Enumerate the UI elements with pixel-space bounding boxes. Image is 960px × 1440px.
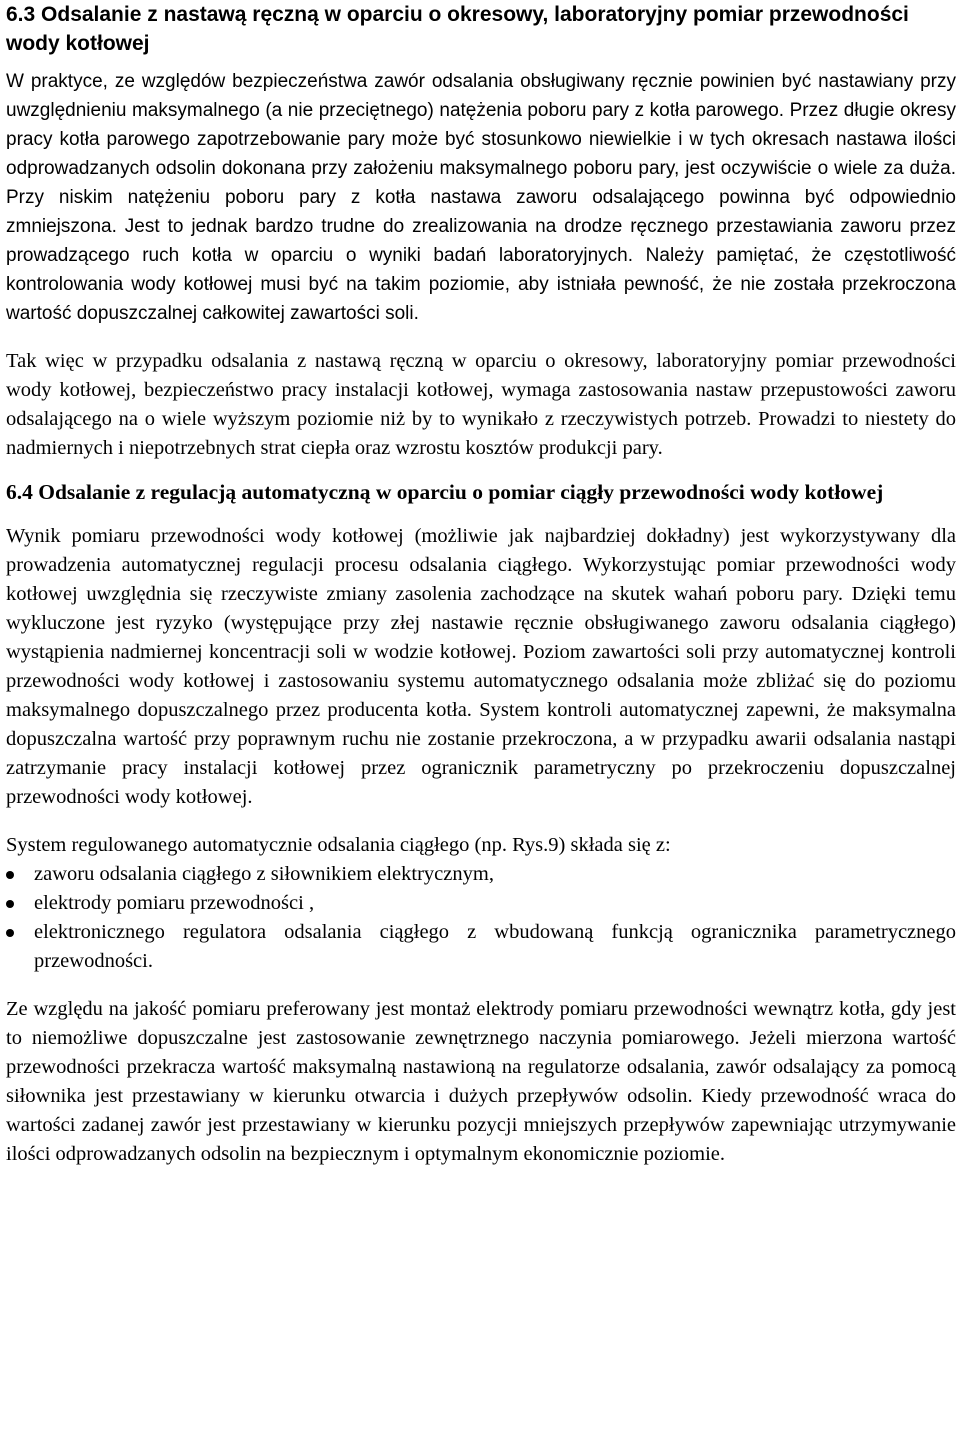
- list-item-text: zaworu odsalania ciągłego z siłownikiem elektrycznym,: [34, 863, 494, 885]
- section-6-3-paragraph-1: W praktyce, ze względów bezpieczeństwa zawór odsalania obsługiwany ręcznie powinien być nastawiany przy uwzględnieniu maksymalnego (a nie przeciętnego) natężenia poboru pary z kotła parowego. Przez długie okresy pracy kotła parowego zapotrzebowanie pary może być stosunkowo niewielkie i w tych okresach nastawa ilości odprowadzanych odsolin dokonana przy założeniu maksymalnego poboru pary, jest oczywiście o wiele za duża. Przy niskim natężeniu poboru pary z kotła nastawa zaworu odsalającego powinna być odpowiednio zmniejszona. Jest to jednak bardzo trudne do zrealizowania na drodze ręcznego przestawiania zaworu przez prowadzącego ruch kotła w oparciu o wyniki badań laboratoryjnych. Należy pamiętać, że częstotliwość kontrolowania wody kotłowej musi być na takim poziomie, aby istniała pewność, że nie została przekroczona wartość dopuszczalnej całkowitej zawartości soli.: [6, 71, 956, 324]
- document-page: [6, 0, 956, 1169]
- component-list: [6, 860, 956, 976]
- section-6-3-paragraph-2: Tak więc w przypadku odsalania z nastawą ręczną w oparciu o okresowy, laboratoryjny pomiar przewodności wody kotłowej, bezpieczeństwo pracy instalacji kotłowej, wymaga zastosowania nastaw przepustowości zaworu odsalającego na o wiele wyższym poziomie niż by to wynikało z rzeczywistych potrzeb. Prowadzi to niestety do nadmiernych i niepotrzebnych strat ciepła oraz wzrostu kosztów produkcji pary.: [6, 350, 956, 459]
- section-6-3-heading: 6.3 Odsalanie z nastawą ręczną w oparciu o okresowy, laboratoryjny pomiar przewodności wody kotłowej: [6, 3, 909, 55]
- section-6-4-heading: 6.4 Odsalanie z regulacją automatyczną w oparciu o pomiar ciągły przewodności wody kotłowej: [6, 480, 884, 504]
- bullet-icon: [6, 929, 14, 937]
- bullet-icon: [6, 871, 14, 879]
- list-item: [6, 918, 956, 976]
- list-item-text: elektronicznego regulatora odsalania ciągłego z wbudowaną funkcją ogranicznika parametrycznego przewodności.: [34, 921, 956, 972]
- section-6-4-paragraph-1: Wynik pomiaru przewodności wody kotłowej (możliwie jak najbardziej dokładny) jest wykorzystywany dla prowadzenia automatycznej regulacji procesu odsalania ciągłego. Wykorzystując pomiar przewodności wody kotłowej uwzględnia się rzeczywiste zmiany zasolenia zachodzące na skutek wahań poboru pary. Dzięki temu wykluczone jest ryzyko (występujące przy złej nastawie ręcznie obsługiwanego zaworu odsalania ciągłego) wystąpienia nadmiernej koncentracji soli w wodzie kotłowej. Poziom zawartości soli przy automatycznej kontroli przewodności wody kotłowej i zastosowaniu systemu automatycznego odsalania może zbliżać się do poziomu maksymalnego dopuszczalnego przez producenta kotła. System kontroli automatycznej zapewni, że maksymalna dopuszczalna wartość przy poprawnym ruchu nie zostanie przekroczona, a w przypadku awarii odsalania nastąpi zatrzymanie pracy instalacji kotłowej przez ogranicznik parametryczny po przekroczeniu dopuszczalnej przewodności wody kotłowej.: [6, 525, 956, 808]
- list-item-text: elektrody pomiaru przewodności ,: [34, 892, 315, 914]
- component-list-intro: System regulowanego automatycznie odsalania ciągłego (np. Rys.9) składa się z:: [6, 834, 671, 856]
- list-item: [6, 889, 956, 918]
- section-6-4-paragraph-3: Ze względu na jakość pomiaru preferowany jest montaż elektrody pomiaru przewodności wewnątrz kotła, gdy jest to niemożliwe dopuszczalne jest zastosowanie zewnętrznego naczynia pomiarowego. Jeżeli mierzona wartość przewodności przekracza wartość maksymalną nastawioną na regulatorze odsalania, zawór odsalający za pomocą siłownika jest przestawiany w kierunku otwarcia i dużych przepływów odsolin. Kiedy przewodność wraca do wartości zadanej zawór jest przestawiany w kierunku pozycji mniejszych przepływów zapewniając utrzymywanie ilości odprowadzanych odsolin na bezpiecznym i optymalnym ekonomicznie poziomie.: [6, 998, 956, 1165]
- bullet-icon: [6, 900, 14, 908]
- list-item: [6, 860, 956, 889]
